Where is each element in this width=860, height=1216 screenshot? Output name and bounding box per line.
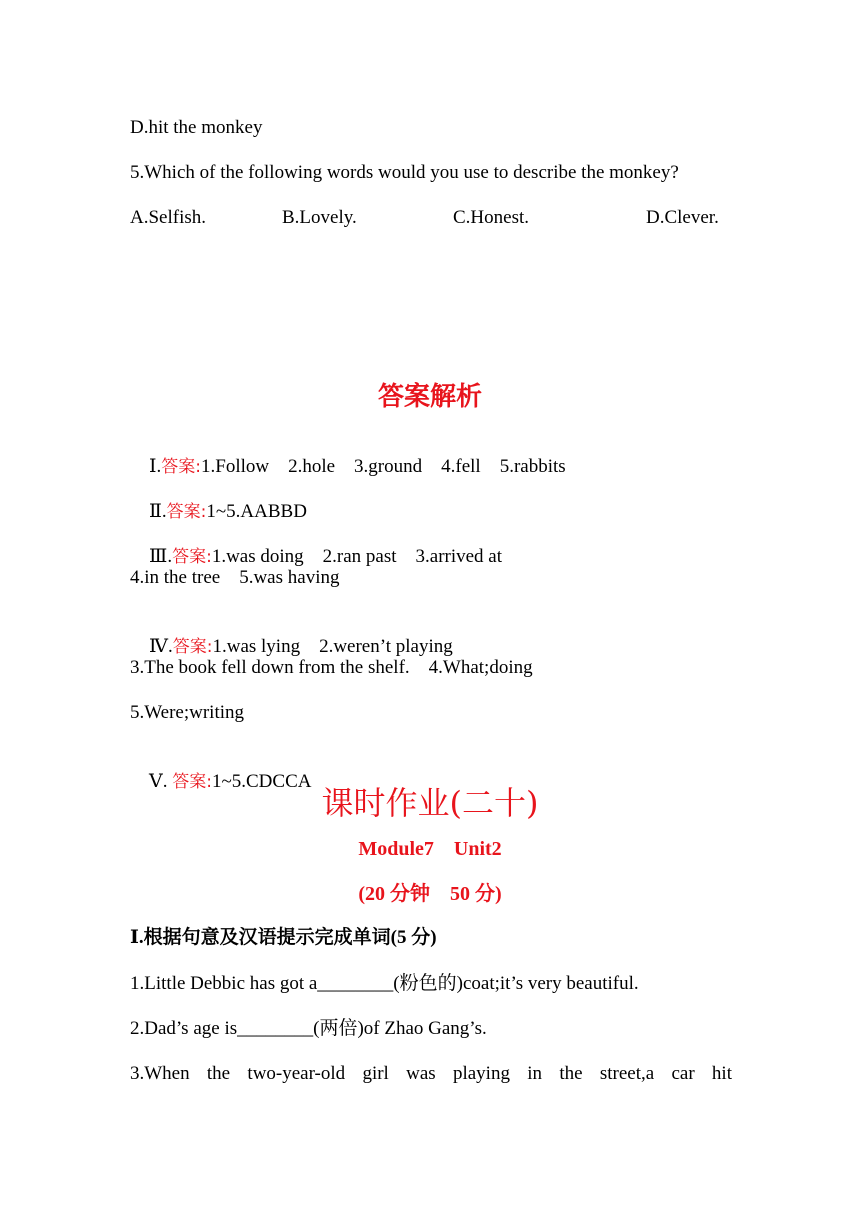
exercise-question-3: 3.When the two-year-old girl was playing in the street,a car hit bbox=[130, 1063, 732, 1084]
section-1-heading: Ⅰ.根据句意及汉语提示完成单词(5 分) bbox=[130, 927, 437, 948]
answer-row-4-continued: 3.The book fell down from the shelf. 4.What;doing bbox=[130, 657, 533, 678]
answer-text: 1~5.CDCCA bbox=[211, 771, 312, 792]
answer-text: 1.was doing 2.ran past 3.arrived at bbox=[211, 546, 503, 567]
option-d-line: D.hit the monkey bbox=[130, 117, 263, 138]
answer-numeral: Ⅲ. bbox=[149, 546, 173, 567]
exercise-question-2: 2.Dad’s age is________(两倍)of Zhao Gang’s. bbox=[130, 1018, 487, 1039]
option-a: A.Selfish. bbox=[130, 207, 206, 228]
option-b: B.Lovely. bbox=[282, 207, 357, 228]
homework-title: 课时作业(二十) bbox=[321, 784, 539, 822]
answer-numeral: Ⅴ. bbox=[149, 771, 173, 792]
option-c: C.Honest. bbox=[453, 207, 529, 228]
answer-numeral: Ⅰ. bbox=[149, 456, 162, 477]
module-unit-heading: Module7 Unit2 bbox=[358, 838, 502, 860]
exercise-question-1: 1.Little Debbic has got a________(粉色的)coat;it’s very beautiful. bbox=[130, 973, 639, 994]
answer-label: 答案: bbox=[172, 637, 213, 657]
option-d: D.Clever. bbox=[646, 207, 719, 228]
answer-row-4-continued-2: 5.Were;writing bbox=[130, 702, 245, 723]
answer-row-3-continued: 4.in the tree 5.was having bbox=[130, 567, 340, 588]
answers-title: 答案解析 bbox=[377, 382, 482, 412]
answer-label: 答案: bbox=[161, 457, 201, 477]
answer-numeral: Ⅳ. bbox=[149, 636, 173, 657]
answer-text: 1.Follow 2.hole 3.ground 4.fell 5.rabbits bbox=[201, 456, 566, 477]
question-5: 5.Which of the following words would you use to describe the monkey? bbox=[130, 162, 679, 183]
answer-label: 答案: bbox=[166, 502, 207, 522]
answer-text: 1~5.AABBD bbox=[206, 501, 307, 522]
answer-label: 答案: bbox=[172, 547, 212, 567]
answer-numeral: Ⅱ. bbox=[149, 501, 167, 522]
answer-text: 1.was lying 2.weren’t playing bbox=[212, 636, 453, 657]
answer-label: 答案: bbox=[172, 772, 212, 792]
time-score-heading: (20 分钟 50 分) bbox=[358, 883, 502, 905]
